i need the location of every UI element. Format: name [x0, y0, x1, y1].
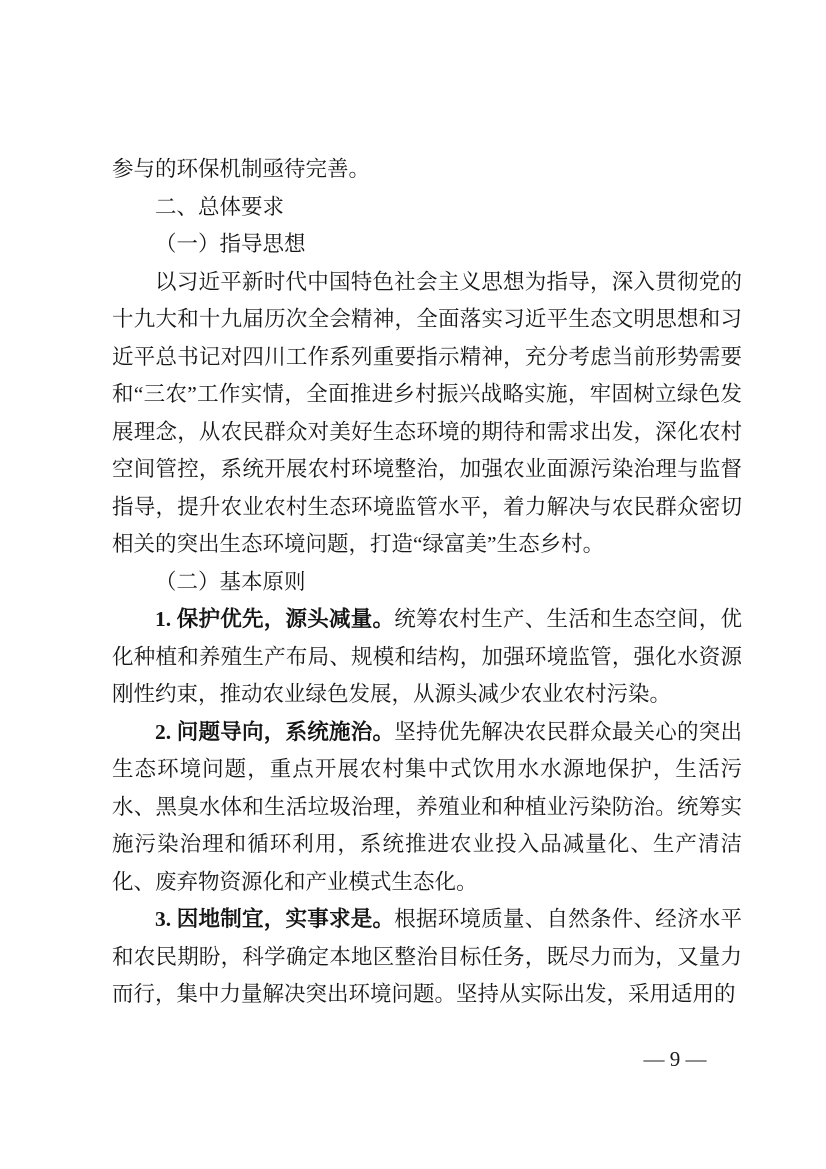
- principle-3-text: 根据环境质量、自然条件、经济水平和农民期盼，科学确定本地区整治目标任务，既尽力而为，又量力而行，集中力量解决突出环境问题。坚持从实际出发，采用适用的: [112, 907, 742, 1006]
- principle-3-title: 3. 因地制宜，实事求是。: [155, 907, 395, 931]
- principle-2-text: 坚持优先解决农民群众最关心的突出生态环境问题，重点开展农村集中式饮用水水源地保护，生活污水、黑臭水体和生活垃圾治理，养殖业和种植业污染防治。统筹实施污染治理和循环利用，系统推进农业投入品减量化、生产清洁化、废弃物资源化和产业模式生态化。: [112, 719, 742, 894]
- section-heading: 二、总体要求: [155, 194, 285, 219]
- principle-2-title: 2. 问题导向，系统施治。: [155, 719, 395, 744]
- principle-1-title: 1. 保护优先，源头减量。: [155, 607, 395, 631]
- principle-item-1: [112, 601, 742, 714]
- subsection-heading-guiding-ideology: （一）指导思想: [155, 232, 306, 256]
- principle-item-2: [112, 714, 742, 902]
- principle-1-text: 统筹农村生产、生活和生态空间，优化种植和养殖生产布局、规模和结构，加强环境监管，强化水资源刚性约束，推动农业绿色发展，从源头减少农业农村污染。: [112, 607, 742, 706]
- subsection-heading-basic-principles: （二）基本原则: [155, 569, 306, 594]
- page-number: — 9 —: [643, 1047, 707, 1071]
- principle-item-3: [112, 901, 742, 1014]
- document-body: [112, 151, 742, 1014]
- guiding-ideology-paragraph: 以习近平新时代中国特色社会主义思想为指导，深入贯彻党的十九大和十九届历次全会精神，全面落实习近平生态文明思想和习近平总书记对四川工作系列重要指示精神，充分考虑当前形势需要和“三农”工作实情，全面推进乡村振兴战略实施，牢固树立绿色发展理念，从农民群众对美好生态环境的期待和需求出发，深化农村空间管控，系统开展农村环境整治，加强农业面源污染治理与监督指导，提升农业农村生态环境监管水平，着力解决与农民群众密切相关的突出生态环境问题，打造“绿富美”生态乡村。: [112, 269, 742, 556]
- paragraph-continuation: 参与的环保机制亟待完善。: [112, 157, 371, 181]
